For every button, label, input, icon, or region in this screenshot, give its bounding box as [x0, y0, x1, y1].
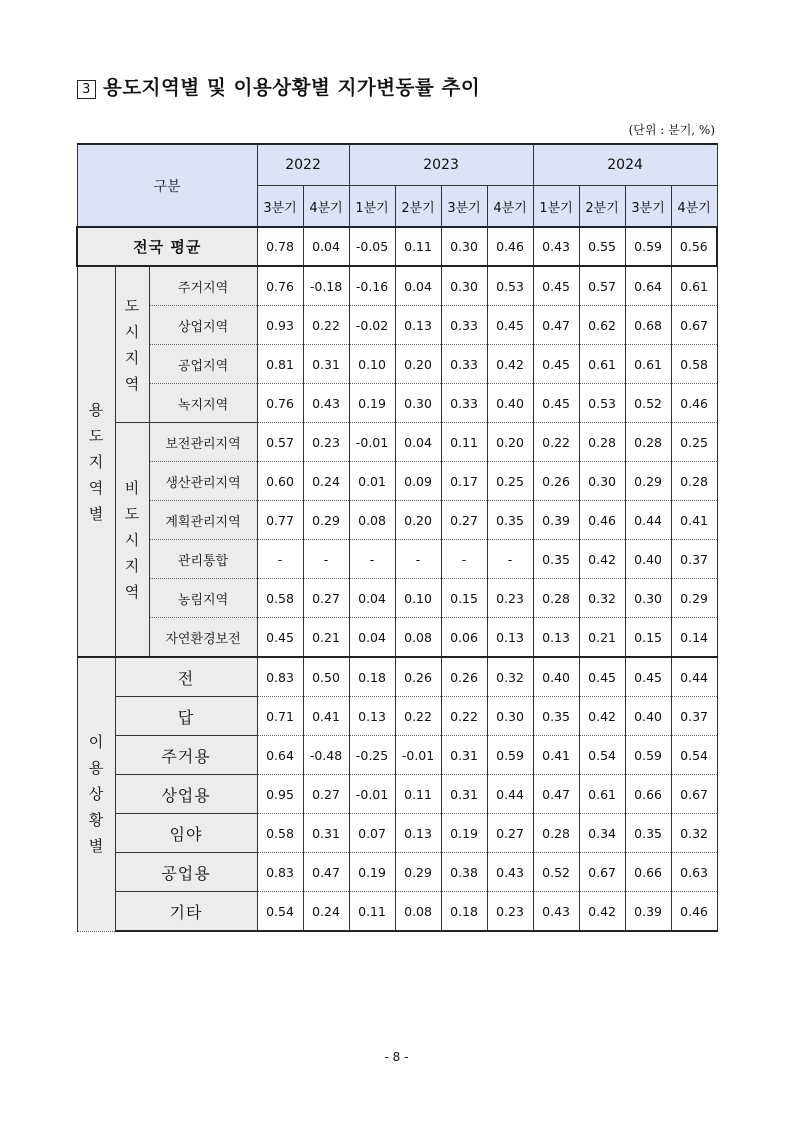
- table-row: [77, 423, 717, 462]
- quarter-header: 4분기: [487, 186, 533, 228]
- value-cell: -: [487, 540, 533, 579]
- value-cell: 0.21: [303, 618, 349, 658]
- usage-group-label-char: 별: [88, 837, 104, 856]
- value-cell: 0.25: [671, 423, 717, 462]
- value-cell: 0.37: [671, 697, 717, 736]
- quarter-header: 3분기: [625, 186, 671, 228]
- table-row: [77, 814, 717, 853]
- usage-group-label-char: 황: [88, 811, 104, 830]
- value-cell: 0.83: [257, 853, 303, 892]
- value-cell: 0.29: [671, 579, 717, 618]
- value-cell: 0.43: [487, 853, 533, 892]
- nonurban-group-label-char: 지: [124, 556, 140, 575]
- value-cell: 0.52: [625, 384, 671, 423]
- value-cell: 0.31: [441, 736, 487, 775]
- value-cell: 0.19: [441, 814, 487, 853]
- row-label: 공업지역: [149, 345, 257, 384]
- value-cell: 0.23: [487, 892, 533, 932]
- value-cell: 0.22: [395, 697, 441, 736]
- value-cell: 0.64: [625, 266, 671, 306]
- value-cell: 0.56: [671, 227, 717, 266]
- value-cell: 0.20: [395, 345, 441, 384]
- value-cell: 0.17: [441, 462, 487, 501]
- value-cell: 0.46: [487, 227, 533, 266]
- nonurban-group-label-char: 비: [124, 478, 140, 497]
- row-label: 농림지역: [149, 579, 257, 618]
- value-cell: 0.25: [487, 462, 533, 501]
- value-cell: 0.53: [579, 384, 625, 423]
- value-cell: 0.71: [257, 697, 303, 736]
- row-label: 자연환경보전: [149, 618, 257, 658]
- table-row: [77, 384, 717, 423]
- value-cell: 0.46: [671, 384, 717, 423]
- value-cell: -0.48: [303, 736, 349, 775]
- value-cell: 0.83: [257, 657, 303, 697]
- value-cell: 0.13: [487, 618, 533, 658]
- value-cell: 0.22: [533, 423, 579, 462]
- value-cell: -: [441, 540, 487, 579]
- table-row: [77, 462, 717, 501]
- value-cell: 0.33: [441, 384, 487, 423]
- table-row: [77, 345, 717, 384]
- value-cell: 0.04: [303, 227, 349, 266]
- quarter-header: 4분기: [671, 186, 717, 228]
- value-cell: 0.20: [487, 423, 533, 462]
- section-title-text: 용도지역별 및 이용상황별 지가변동률 추이: [103, 76, 481, 99]
- value-cell: 0.41: [671, 501, 717, 540]
- value-cell: 0.08: [395, 892, 441, 932]
- value-cell: 0.26: [395, 657, 441, 697]
- value-cell: 0.13: [395, 814, 441, 853]
- value-cell: 0.35: [487, 501, 533, 540]
- value-cell: 0.27: [303, 579, 349, 618]
- value-cell: 0.30: [395, 384, 441, 423]
- value-cell: 0.26: [533, 462, 579, 501]
- value-cell: 0.45: [533, 266, 579, 306]
- value-cell: 0.30: [625, 579, 671, 618]
- value-cell: 0.08: [349, 501, 395, 540]
- value-cell: 0.67: [671, 775, 717, 814]
- value-cell: 0.59: [625, 227, 671, 266]
- value-cell: 0.42: [579, 892, 625, 932]
- value-cell: 0.47: [533, 306, 579, 345]
- value-cell: 0.54: [579, 736, 625, 775]
- row-label: 주거지역: [149, 266, 257, 306]
- value-cell: 0.19: [349, 853, 395, 892]
- value-cell: 0.43: [533, 227, 579, 266]
- section-title: [77, 72, 480, 100]
- row-label: 생산관리지역: [149, 462, 257, 501]
- row-label: 녹지지역: [149, 384, 257, 423]
- nonurban-group-label-char: 시: [124, 530, 140, 549]
- value-cell: 0.52: [533, 853, 579, 892]
- section-marker: 3: [77, 80, 96, 99]
- value-cell: 0.43: [303, 384, 349, 423]
- urban-group-label-char: 시: [124, 322, 140, 341]
- value-cell: 0.76: [257, 384, 303, 423]
- value-cell: 0.58: [671, 345, 717, 384]
- value-cell: 0.07: [349, 814, 395, 853]
- row-label: 임야: [115, 814, 257, 853]
- value-cell: -0.01: [349, 423, 395, 462]
- value-cell: 0.67: [671, 306, 717, 345]
- value-cell: 0.32: [579, 579, 625, 618]
- value-cell: 0.95: [257, 775, 303, 814]
- page-number: - 8 -: [384, 1050, 409, 1064]
- row-label: 주거용: [115, 736, 257, 775]
- value-cell: 0.46: [671, 892, 717, 932]
- value-cell: 0.26: [441, 657, 487, 697]
- value-cell: 0.66: [625, 853, 671, 892]
- row-label: 전: [115, 657, 257, 697]
- value-cell: -: [349, 540, 395, 579]
- zone-group-label-char: 도: [88, 426, 104, 445]
- value-cell: 0.40: [533, 657, 579, 697]
- value-cell: 0.27: [487, 814, 533, 853]
- value-cell: 0.61: [671, 266, 717, 306]
- value-cell: 0.28: [579, 423, 625, 462]
- value-cell: 0.41: [533, 736, 579, 775]
- value-cell: 0.42: [487, 345, 533, 384]
- value-cell: 0.29: [625, 462, 671, 501]
- row-label: 상업용: [115, 775, 257, 814]
- quarter-header: 2분기: [579, 186, 625, 228]
- zone-group-label: [77, 266, 115, 657]
- value-cell: 0.23: [303, 423, 349, 462]
- value-cell: 0.11: [441, 423, 487, 462]
- value-cell: 0.01: [349, 462, 395, 501]
- value-cell: 0.41: [303, 697, 349, 736]
- value-cell: 0.31: [303, 345, 349, 384]
- quarter-header: 2분기: [395, 186, 441, 228]
- value-cell: 0.04: [349, 579, 395, 618]
- value-cell: 0.50: [303, 657, 349, 697]
- value-cell: 0.42: [579, 540, 625, 579]
- value-cell: 0.47: [303, 853, 349, 892]
- value-cell: 0.04: [395, 423, 441, 462]
- value-cell: 0.11: [349, 892, 395, 932]
- year-header: 2023: [349, 144, 533, 186]
- value-cell: 0.64: [257, 736, 303, 775]
- nonurban-group-label-char: 역: [124, 582, 140, 601]
- value-cell: 0.39: [533, 501, 579, 540]
- value-cell: 0.15: [625, 618, 671, 658]
- value-cell: 0.18: [441, 892, 487, 932]
- value-cell: 0.13: [349, 697, 395, 736]
- zone-group-label-char: 지: [88, 452, 104, 471]
- value-cell: 0.59: [625, 736, 671, 775]
- value-cell: 0.08: [395, 618, 441, 658]
- value-cell: 0.35: [533, 697, 579, 736]
- row-label: 보전관리지역: [149, 423, 257, 462]
- value-cell: 0.38: [441, 853, 487, 892]
- year-header: 2024: [533, 144, 717, 186]
- national-average-label: 전국 평균: [77, 227, 257, 266]
- value-cell: 0.09: [395, 462, 441, 501]
- value-cell: 0.47: [533, 775, 579, 814]
- year-header: 2022: [257, 144, 349, 186]
- value-cell: 0.27: [441, 501, 487, 540]
- quarter-header: 3분기: [257, 186, 303, 228]
- value-cell: 0.18: [349, 657, 395, 697]
- value-cell: 0.42: [579, 697, 625, 736]
- value-cell: 0.57: [257, 423, 303, 462]
- value-cell: 0.04: [349, 618, 395, 658]
- value-cell: 0.63: [671, 853, 717, 892]
- quarter-header: 1분기: [349, 186, 395, 228]
- usage-group-label-char: 이: [88, 733, 104, 752]
- value-cell: 0.24: [303, 892, 349, 932]
- value-cell: 0.37: [671, 540, 717, 579]
- zone-group-label-char: 용: [88, 400, 104, 419]
- table-row: [77, 892, 717, 932]
- value-cell: -0.01: [349, 775, 395, 814]
- value-cell: 0.59: [487, 736, 533, 775]
- row-label: 답: [115, 697, 257, 736]
- value-cell: 0.40: [625, 540, 671, 579]
- value-cell: 0.93: [257, 306, 303, 345]
- value-cell: 0.32: [487, 657, 533, 697]
- value-cell: 0.58: [257, 814, 303, 853]
- value-cell: 0.30: [441, 266, 487, 306]
- value-cell: 0.81: [257, 345, 303, 384]
- value-cell: 0.15: [441, 579, 487, 618]
- table-row: [77, 657, 717, 697]
- value-cell: 0.76: [257, 266, 303, 306]
- value-cell: 0.23: [487, 579, 533, 618]
- table-row: [77, 501, 717, 540]
- quarter-header: 1분기: [533, 186, 579, 228]
- value-cell: 0.61: [579, 775, 625, 814]
- value-cell: -0.18: [303, 266, 349, 306]
- usage-group-label-char: 상: [88, 785, 104, 804]
- value-cell: 0.54: [671, 736, 717, 775]
- value-cell: 0.45: [625, 657, 671, 697]
- value-cell: 0.46: [579, 501, 625, 540]
- value-cell: 0.27: [303, 775, 349, 814]
- usage-group-label-char: 용: [88, 759, 104, 778]
- value-cell: -0.01: [395, 736, 441, 775]
- table-row: [77, 736, 717, 775]
- value-cell: 0.34: [579, 814, 625, 853]
- value-cell: 0.14: [671, 618, 717, 658]
- value-cell: 0.77: [257, 501, 303, 540]
- value-cell: 0.40: [625, 697, 671, 736]
- value-cell: 0.19: [349, 384, 395, 423]
- value-cell: 0.53: [487, 266, 533, 306]
- value-cell: 0.13: [395, 306, 441, 345]
- urban-group-label-char: 지: [124, 348, 140, 367]
- land-price-table: [76, 143, 718, 932]
- value-cell: 0.60: [257, 462, 303, 501]
- value-cell: 0.43: [533, 892, 579, 932]
- table-row: [77, 306, 717, 345]
- value-cell: -: [395, 540, 441, 579]
- value-cell: 0.61: [579, 345, 625, 384]
- value-cell: -: [303, 540, 349, 579]
- value-cell: 0.45: [579, 657, 625, 697]
- value-cell: 0.28: [533, 814, 579, 853]
- value-cell: 0.31: [441, 775, 487, 814]
- value-cell: 0.30: [441, 227, 487, 266]
- value-cell: 0.57: [579, 266, 625, 306]
- value-cell: 0.04: [395, 266, 441, 306]
- value-cell: 0.39: [625, 892, 671, 932]
- value-cell: 0.44: [487, 775, 533, 814]
- value-cell: 0.45: [533, 384, 579, 423]
- value-cell: 0.22: [441, 697, 487, 736]
- zone-group-label-char: 역: [88, 478, 104, 497]
- value-cell: 0.68: [625, 306, 671, 345]
- value-cell: 0.30: [579, 462, 625, 501]
- value-cell: -0.02: [349, 306, 395, 345]
- table-row: [77, 618, 717, 658]
- value-cell: -0.25: [349, 736, 395, 775]
- value-cell: 0.44: [671, 657, 717, 697]
- value-cell: 0.61: [625, 345, 671, 384]
- value-cell: 0.29: [395, 853, 441, 892]
- nonurban-group-label-char: 도: [124, 504, 140, 523]
- value-cell: 0.24: [303, 462, 349, 501]
- row-label: 공업용: [115, 853, 257, 892]
- value-cell: 0.78: [257, 227, 303, 266]
- usage-group-label: [77, 657, 115, 931]
- row-label: 관리통합: [149, 540, 257, 579]
- value-cell: -0.05: [349, 227, 395, 266]
- table-row: [77, 697, 717, 736]
- value-cell: 0.45: [257, 618, 303, 658]
- value-cell: 0.28: [671, 462, 717, 501]
- value-cell: 0.33: [441, 306, 487, 345]
- value-cell: 0.54: [257, 892, 303, 932]
- value-cell: 0.21: [579, 618, 625, 658]
- value-cell: 0.31: [303, 814, 349, 853]
- value-cell: 0.22: [303, 306, 349, 345]
- category-header: 구분: [77, 144, 257, 227]
- table-row: [77, 775, 717, 814]
- value-cell: 0.30: [487, 697, 533, 736]
- value-cell: 0.35: [625, 814, 671, 853]
- quarter-header: 3분기: [441, 186, 487, 228]
- nonurban-group-label: [115, 423, 149, 658]
- value-cell: 0.67: [579, 853, 625, 892]
- value-cell: 0.40: [487, 384, 533, 423]
- value-cell: 0.35: [533, 540, 579, 579]
- value-cell: 0.58: [257, 579, 303, 618]
- value-cell: 0.10: [395, 579, 441, 618]
- value-cell: 0.33: [441, 345, 487, 384]
- value-cell: 0.62: [579, 306, 625, 345]
- value-cell: 0.06: [441, 618, 487, 658]
- value-cell: 0.66: [625, 775, 671, 814]
- value-cell: 0.11: [395, 227, 441, 266]
- value-cell: 0.45: [487, 306, 533, 345]
- row-label: 상업지역: [149, 306, 257, 345]
- row-label: 계획관리지역: [149, 501, 257, 540]
- value-cell: 0.28: [625, 423, 671, 462]
- unit-note: (단위 : 분기, %): [628, 123, 715, 137]
- value-cell: -0.16: [349, 266, 395, 306]
- value-cell: 0.10: [349, 345, 395, 384]
- value-cell: 0.11: [395, 775, 441, 814]
- value-cell: 0.28: [533, 579, 579, 618]
- value-cell: 0.32: [671, 814, 717, 853]
- row-label: 기타: [115, 892, 257, 932]
- table-row: [77, 540, 717, 579]
- value-cell: 0.55: [579, 227, 625, 266]
- table-row: [77, 579, 717, 618]
- value-cell: 0.45: [533, 345, 579, 384]
- value-cell: 0.29: [303, 501, 349, 540]
- urban-group-label-char: 역: [124, 374, 140, 393]
- urban-group-label: [115, 266, 149, 423]
- table-row: [77, 853, 717, 892]
- table-row: [77, 266, 717, 306]
- value-cell: 0.20: [395, 501, 441, 540]
- urban-group-label-char: 도: [124, 296, 140, 315]
- zone-group-label-char: 별: [88, 504, 104, 523]
- value-cell: 0.13: [533, 618, 579, 658]
- table-row: [77, 227, 717, 266]
- value-cell: -: [257, 540, 303, 579]
- value-cell: 0.44: [625, 501, 671, 540]
- quarter-header: 4분기: [303, 186, 349, 228]
